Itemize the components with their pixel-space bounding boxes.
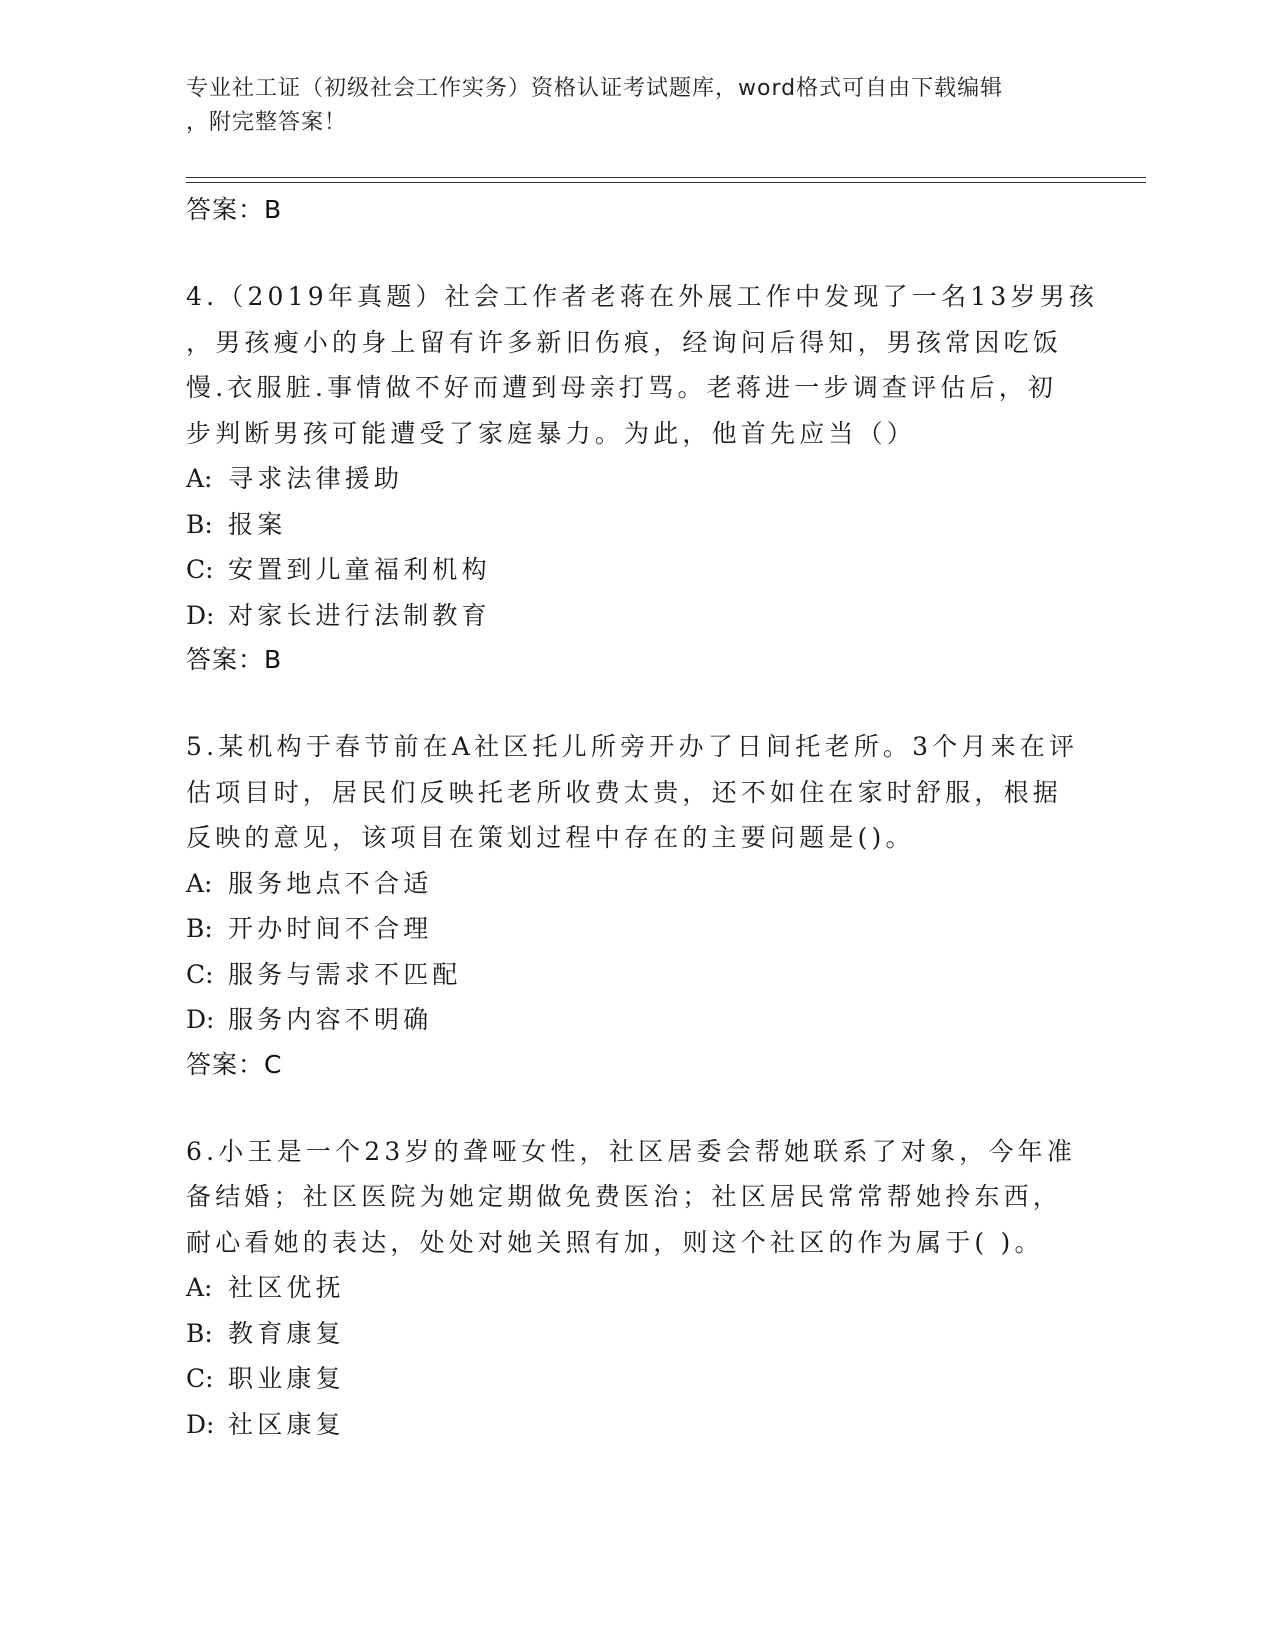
answer-label: 答案： bbox=[186, 195, 265, 224]
question-stem bbox=[186, 274, 1106, 456]
spacer bbox=[186, 1087, 1106, 1129]
question-stem-line: 5.某机构于春节前在A社区托儿所旁开办了日间托老所。3个月来在评 bbox=[186, 732, 1079, 761]
option-text: 社区优抚 bbox=[228, 1273, 345, 1302]
option-d bbox=[186, 593, 1106, 639]
option-text: 服务地点不合适 bbox=[228, 868, 433, 898]
spacer bbox=[186, 232, 1106, 274]
option-text: 安置到儿童福利机构 bbox=[228, 555, 491, 584]
option-key: A: bbox=[186, 868, 213, 898]
option-key: D: bbox=[186, 600, 215, 630]
question-block-4 bbox=[186, 274, 1106, 682]
option-key: B: bbox=[186, 914, 213, 943]
document-body bbox=[186, 188, 1106, 1447]
page-header bbox=[186, 72, 1066, 140]
question-block-6 bbox=[186, 1129, 1106, 1448]
option-c bbox=[186, 1356, 1106, 1402]
answer-line bbox=[186, 188, 1106, 232]
question-stem bbox=[186, 724, 1106, 861]
spacer bbox=[186, 682, 1106, 724]
option-key: C: bbox=[186, 555, 214, 584]
answer-line bbox=[186, 638, 1106, 682]
answer-value: B bbox=[264, 195, 282, 224]
option-b bbox=[186, 906, 1106, 952]
option-c bbox=[186, 952, 1106, 998]
option-key: A: bbox=[186, 1273, 213, 1302]
answer-value: B bbox=[264, 645, 282, 674]
question-stem-line: ，男孩瘦小的身上留有许多新旧伤痕，经询问后得知，男孩常因吃饭 bbox=[186, 327, 1063, 357]
option-c bbox=[186, 547, 1106, 593]
option-text: 服务与需求不匹配 bbox=[228, 959, 462, 989]
answer-line bbox=[186, 1043, 1106, 1087]
question-stem-line: 估项目时，居民们反映托老所收费太贵，还不如住在家时舒服，根据 bbox=[186, 777, 1063, 807]
option-key: C: bbox=[186, 959, 214, 989]
question-stem-line: 4.（2019年真题）社会工作者老蒋在外展工作中发现了一名13岁男孩 bbox=[186, 282, 1099, 311]
option-key: B: bbox=[186, 1318, 213, 1348]
question-stem bbox=[186, 1129, 1106, 1266]
question-stem-line: 备结婚；社区医院为她定期做免费医治；社区居民常常帮她拎东西， bbox=[186, 1182, 1063, 1211]
answer-label: 答案： bbox=[186, 1049, 265, 1079]
option-b bbox=[186, 1311, 1106, 1357]
header-divider-bottom bbox=[186, 182, 1146, 183]
option-b bbox=[186, 502, 1106, 548]
header-title-line-1: 专业社工证（初级社会工作实务）资格认证考试题库，word格式可自由下载编辑 bbox=[186, 76, 1004, 101]
question-stem-line: 慢.衣服脏.事情做不好而遭到母亲打骂。老蒋进一步调查评估后，初 bbox=[186, 373, 1058, 402]
option-key: C: bbox=[186, 1364, 214, 1393]
answer-value: C bbox=[264, 1049, 282, 1079]
option-key: D: bbox=[186, 1409, 215, 1439]
header-divider-top bbox=[186, 177, 1146, 178]
option-a bbox=[186, 861, 1106, 907]
option-text: 寻求法律援助 bbox=[228, 464, 404, 493]
option-key: B: bbox=[186, 509, 213, 539]
option-text: 对家长进行法制教育 bbox=[228, 600, 491, 630]
question-stem-line: 6.小王是一个23岁的聋哑女性，社区居委会帮她联系了对象，今年准 bbox=[186, 1136, 1077, 1166]
option-text: 报案 bbox=[228, 509, 287, 539]
option-a bbox=[186, 1265, 1106, 1311]
option-text: 社区康复 bbox=[228, 1409, 345, 1439]
question-stem-line: 耐心看她的表达，处处对她关照有加，则这个社区的作为属于( )。 bbox=[186, 1227, 1044, 1257]
option-text: 开办时间不合理 bbox=[228, 914, 433, 943]
option-text: 教育康复 bbox=[228, 1318, 345, 1348]
option-text: 职业康复 bbox=[228, 1364, 345, 1393]
answer-label: 答案： bbox=[186, 645, 265, 674]
option-key: A: bbox=[186, 464, 213, 493]
option-d bbox=[186, 997, 1106, 1043]
option-text: 服务内容不明确 bbox=[228, 1005, 433, 1034]
question-block-5 bbox=[186, 724, 1106, 1087]
question-stem-line: 反映的意见，该项目在策划过程中存在的主要问题是()。 bbox=[186, 823, 915, 852]
option-a bbox=[186, 456, 1106, 502]
header-title-line-2: ，附完整答案！ bbox=[186, 110, 348, 135]
question-stem-line: 步判断男孩可能遭受了家庭暴力。为此，他首先应当（） bbox=[186, 418, 917, 448]
option-d bbox=[186, 1402, 1106, 1448]
option-key: D: bbox=[186, 1005, 215, 1034]
